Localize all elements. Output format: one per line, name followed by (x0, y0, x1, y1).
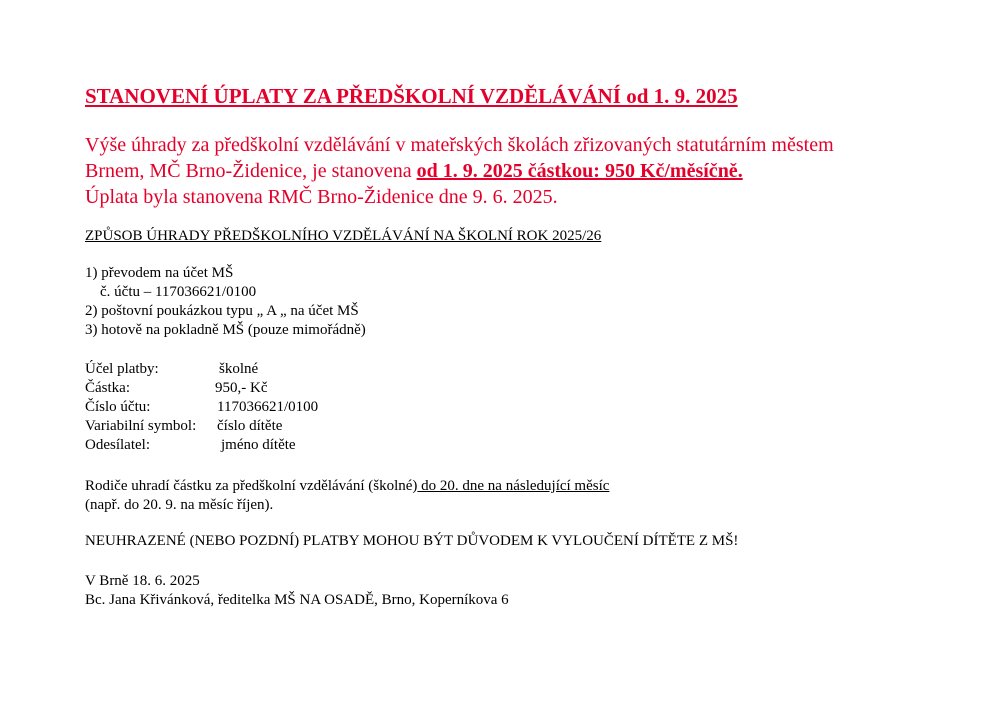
payment-method-item: 3) hotově na pokladně MŠ (pouze mimořádně) (85, 322, 366, 338)
detail-value: 950,- Kč (215, 380, 268, 396)
detail-value: 117036621/0100 (217, 399, 319, 415)
payment-method-item: 2) poštovní poukázkou typu „ A „ na účet MŠ (85, 303, 359, 319)
payment-method-item: 1) převodem na účet MŠ (85, 265, 234, 281)
detail-value: školné (219, 361, 259, 377)
announcement-line-3: Úplata byla stanovena RMČ Brno-Židenice dne 9. 6. 2025. (85, 186, 558, 208)
announcement-line-2-text: Brnem, MČ Brno-Židenice, je stanovena (85, 160, 417, 182)
signature-block (85, 572, 509, 610)
deadline-line-2: (např. do 20. 9. na měsíc říjen). (85, 497, 274, 513)
signer: Bc. Jana Křivánková, ředitelka MŠ NA OSADĚ, Brno, Koperníkova 6 (85, 592, 509, 608)
payment-methods-heading: ZPŮSOB ÚHRADY PŘEDŠKOLNÍHO VZDĚLÁVÁNÍ NA ŠKOLNÍ ROK 2025/26 (85, 228, 602, 244)
detail-label: Účel platby: (85, 361, 159, 377)
fee-amount-emphasis: od 1. 9. 2025 částkou: 950 Kč/měsíčně. (416, 160, 743, 182)
detail-value: jméno dítěte (221, 437, 296, 453)
document-title: STANOVENÍ ÚPLATY ZA PŘEDŠKOLNÍ VZDĚLÁVÁNÍ od 1. 9. 2025 (85, 84, 738, 108)
fee-announcement (85, 132, 965, 210)
detail-label: Číslo účtu: (85, 399, 151, 415)
place-date: V Brně 18. 6. 2025 (85, 573, 200, 589)
payment-methods-list (85, 264, 366, 340)
detail-label: Odesílatel: (85, 437, 150, 453)
announcement-line-1: Výše úhrady za předškolní vzdělávání v mateřských školách zřizovaných statutárním městem (85, 134, 834, 156)
exclusion-warning: NEUHRAZENÉ (NEBO POZDNÍ) PLATBY MOHOU BÝT DŮVODEM K VYLOUČENÍ DÍTĚTE Z MŠ! (85, 533, 739, 549)
deadline-emphasis: do 20. dne na následující měsíc (417, 478, 610, 494)
detail-value: číslo dítěte (217, 418, 283, 434)
account-number-line: č. účtu – 117036621/0100 (100, 284, 257, 300)
payment-deadline-note (85, 477, 609, 515)
deadline-line-1 (85, 477, 609, 496)
announcement-line-2 (85, 158, 965, 184)
detail-label: Variabilní symbol: (85, 418, 197, 434)
detail-label: Částka: (85, 380, 130, 396)
deadline-text: Rodiče uhradí částku za předškolní vzdělávání (školné) (85, 478, 418, 494)
